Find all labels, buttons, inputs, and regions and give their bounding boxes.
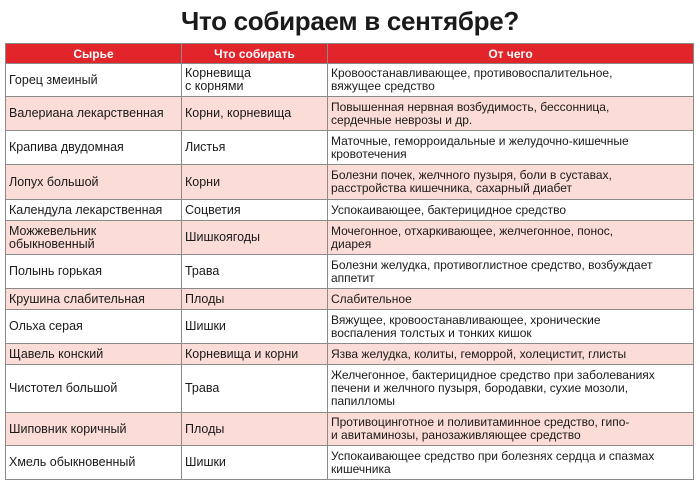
plant-use: Болезни желудка, противоглистное средство, возбуждает аппетит (328, 255, 694, 289)
plant-name: Ольха серая (6, 310, 182, 344)
plant-part: Плоды (182, 289, 328, 310)
header-used-for: От чего (328, 44, 694, 64)
plant-part: Шишкоягоды (182, 221, 328, 255)
plant-use: Слабительное (328, 289, 694, 310)
plant-use: Маточные, геморроидальные и желудочно-кишечные кровотечения (328, 131, 694, 165)
table-header-row (6, 44, 694, 64)
header-what-to-collect: Что собирать (182, 44, 328, 64)
plant-name: Щавель конский (6, 344, 182, 365)
plant-use: Мочегонное, отхаркивающее, желчегонное, понос, диарея (328, 221, 694, 255)
table-row (6, 131, 694, 165)
table-row (6, 310, 694, 344)
table-row (6, 365, 694, 413)
table-row (6, 221, 694, 255)
plant-part: Корни, корневища (182, 97, 328, 131)
table-row (6, 255, 694, 289)
plant-part: Трава (182, 365, 328, 413)
plant-use: Успокаивающее, бактерицидное средство (328, 200, 694, 221)
plant-name: Горец змеиный (6, 64, 182, 97)
table-row (6, 64, 694, 97)
plant-part: Корневища с корнями (182, 64, 328, 97)
plant-use: Противоцинготное и поливитаминное средство, гипо- и авитаминозы, ранозаживляющее средство (328, 413, 694, 446)
plant-part: Плоды (182, 413, 328, 446)
table-row (6, 97, 694, 131)
plant-name: Календула лекарственная (6, 200, 182, 221)
table-row (6, 446, 694, 480)
plant-name: Чистотел большой (6, 365, 182, 413)
plant-use: Успокаивающее средство при болезнях сердца и спазмах кишечника (328, 446, 694, 480)
plant-name: Лопух большой (6, 165, 182, 200)
plant-part: Шишки (182, 446, 328, 480)
plant-use: Язва желудка, колиты, геморрой, холецистит, глисты (328, 344, 694, 365)
plant-name: Крушина слабительная (6, 289, 182, 310)
plant-part: Соцветия (182, 200, 328, 221)
table-row (6, 413, 694, 446)
table-row (6, 165, 694, 200)
plant-use: Вяжущее, кровоостанавливающее, хронические воспаления толстых и тонких кишок (328, 310, 694, 344)
plant-name: Хмель обыкновенный (6, 446, 182, 480)
header-raw-material: Сырье (6, 44, 182, 64)
table-row (6, 200, 694, 221)
plant-use: Болезни почек, желчного пузыря, боли в суставах, расстройства кишечника, сахарный диабет (328, 165, 694, 200)
plant-use: Повышенная нервная возбудимость, бессонница, сердечные неврозы и др. (328, 97, 694, 131)
plant-name: Можжевельник обыкновенный (6, 221, 182, 255)
plant-name: Валериана лекарственная (6, 97, 182, 131)
plant-part: Листья (182, 131, 328, 165)
plant-part: Трава (182, 255, 328, 289)
plant-name: Шиповник коричный (6, 413, 182, 446)
table-row (6, 344, 694, 365)
plant-part: Шишки (182, 310, 328, 344)
plant-use: Кровоостанавливающее, противовоспалительное, вяжущее средство (328, 64, 694, 97)
plant-part: Корни (182, 165, 328, 200)
plant-name: Полынь горькая (6, 255, 182, 289)
page-title: Что собираем в сентябре? (181, 6, 519, 36)
table-row (6, 289, 694, 310)
plant-name: Крапива двудомная (6, 131, 182, 165)
plant-use: Желчегонное, бактерицидное средство при заболеваниях печени и желчного пузыря, бородавки, сухие мозоли, папилломы (328, 365, 694, 413)
herb-table (5, 43, 694, 480)
plant-part: Корневища и корни (182, 344, 328, 365)
